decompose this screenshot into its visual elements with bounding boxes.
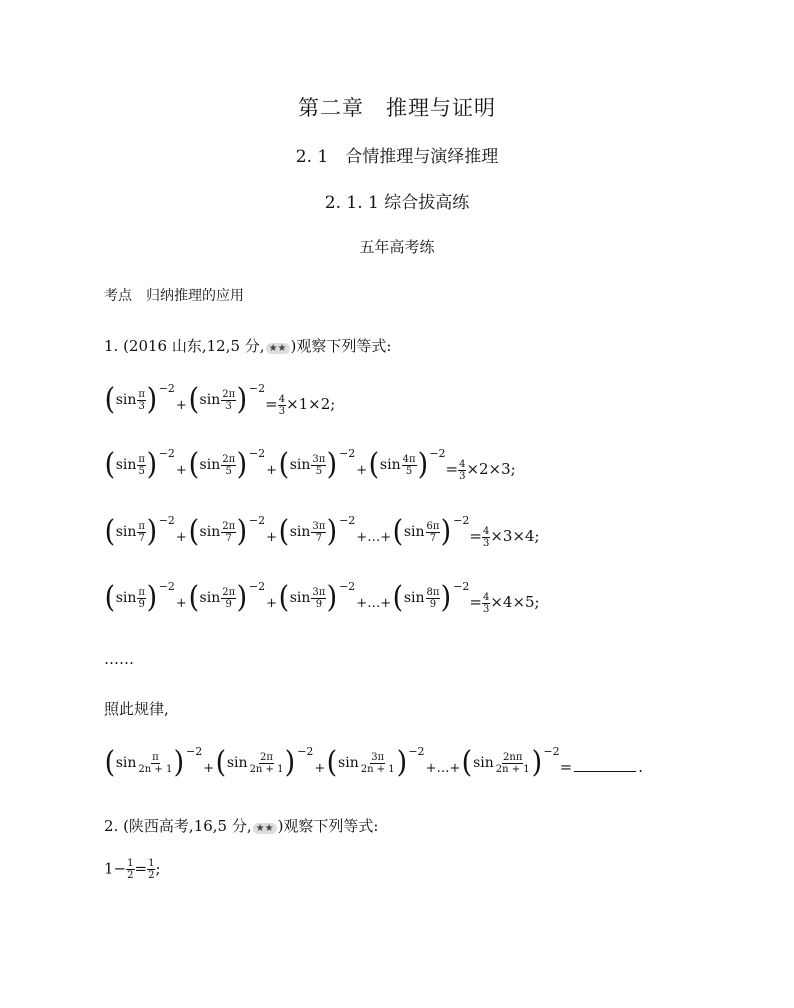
sin-term xyxy=(104,446,175,482)
fraction-denominator: 5 xyxy=(138,465,145,477)
fraction-denominator: 3 xyxy=(138,400,145,412)
equals-sign: = xyxy=(134,859,148,878)
left-paren: ( xyxy=(461,745,473,780)
fraction xyxy=(360,752,396,775)
exponent: −2 xyxy=(158,579,175,593)
sin-label: sin xyxy=(199,457,221,473)
rhs-product: ×2×3; xyxy=(466,460,516,478)
sin-term xyxy=(188,513,266,549)
left-paren: ( xyxy=(392,580,404,615)
fraction xyxy=(137,752,173,775)
fraction xyxy=(311,521,326,544)
right-paren: ) xyxy=(326,580,338,615)
fraction-denominator: 5 xyxy=(405,465,413,477)
left-paren: ( xyxy=(104,514,116,549)
ellipsis-plus: +…+ xyxy=(356,530,392,545)
line-lead: 1− xyxy=(104,859,127,878)
left-paren: ( xyxy=(278,447,290,482)
fraction-numerator: π xyxy=(138,388,145,400)
fraction-denominator: 3 xyxy=(278,405,286,417)
exponent: −2 xyxy=(248,381,266,395)
pattern-text: 照此规律, xyxy=(104,700,169,718)
fraction-numerator: 2nπ xyxy=(503,751,523,763)
line-tail: ; xyxy=(155,859,161,878)
fraction xyxy=(311,454,326,477)
equals-sign: = xyxy=(265,395,278,413)
fraction-numerator: 2π xyxy=(222,453,236,465)
sin-label: sin xyxy=(403,524,425,540)
fraction-denominator: 5 xyxy=(315,465,323,477)
fraction-denominator: 7 xyxy=(315,532,323,544)
sin-term xyxy=(278,579,356,615)
fraction-numerator: 4 xyxy=(278,393,286,405)
equation-1 xyxy=(104,381,336,417)
right-paren: ) xyxy=(236,382,248,417)
sin-term xyxy=(278,446,356,482)
fraction-numerator: 2π xyxy=(222,586,236,598)
exponent: −2 xyxy=(248,513,266,527)
fraction-numerator: 3π xyxy=(312,520,326,532)
rhs-product: ×1×2; xyxy=(286,395,336,413)
plus-sign: + xyxy=(266,530,278,545)
sin-term xyxy=(278,513,356,549)
plus-sign: + xyxy=(175,596,187,611)
fraction xyxy=(402,454,417,477)
plus-sign: + xyxy=(175,463,187,478)
right-paren: ) xyxy=(396,745,407,780)
fraction xyxy=(137,587,146,610)
fraction-denominator: 9 xyxy=(138,598,145,610)
sin-label: sin xyxy=(289,524,311,540)
fraction xyxy=(221,587,236,610)
right-paren: ) xyxy=(146,514,158,549)
fraction-numerator: π xyxy=(138,520,145,532)
exponent: −2 xyxy=(248,446,266,460)
fraction xyxy=(137,521,146,544)
right-paren: ) xyxy=(326,514,338,549)
fraction-numerator: 3π xyxy=(371,751,385,763)
problem-2-intro xyxy=(104,815,379,836)
exponent: −2 xyxy=(429,446,446,460)
sin-label: sin xyxy=(403,590,425,606)
ellipsis-plus: +…+ xyxy=(356,596,392,611)
sin-term xyxy=(326,744,425,780)
subsection-title: 2. 1. 1 综合拔高练 xyxy=(324,193,470,213)
fraction-denominator: 2n + 1 xyxy=(360,763,395,775)
fraction-numerator: 2π xyxy=(222,520,236,532)
equation-2 xyxy=(104,446,516,482)
sin-label: sin xyxy=(379,457,401,473)
exponent: −2 xyxy=(186,744,203,758)
exponent: −2 xyxy=(543,744,560,758)
sin-label: sin xyxy=(115,457,137,473)
plus-sign: + xyxy=(356,463,368,478)
equals-sign: = xyxy=(469,527,482,545)
fraction-numerator: 4 xyxy=(482,591,490,603)
fraction-numerator: 4π xyxy=(402,453,416,465)
sin-term xyxy=(104,579,175,615)
fraction-denominator: 9 xyxy=(429,598,437,610)
fraction-denominator: 2n + 1 xyxy=(495,763,530,775)
rhs-product: ×4×5; xyxy=(490,593,540,611)
problem-2-source: 2. (陕西高考,16,5 分, xyxy=(104,817,252,835)
equals-sign: = xyxy=(469,593,482,611)
ellipsis-plus: +…+ xyxy=(425,761,461,776)
sin-label: sin xyxy=(289,590,311,606)
sin-label: sin xyxy=(199,392,221,408)
fraction-denominator: 3 xyxy=(225,400,232,412)
right-paren: ) xyxy=(326,447,338,482)
left-paren: ( xyxy=(104,447,116,482)
problem-1-source: 1. (2016 山东,12,5 分, xyxy=(104,337,265,355)
plus-sign: + xyxy=(175,530,187,545)
fraction-numerator: 2π xyxy=(260,751,273,763)
equals-sign: = xyxy=(445,460,459,478)
fraction-numerator: π xyxy=(138,453,145,465)
fraction xyxy=(495,752,531,775)
exponent: −2 xyxy=(408,744,425,758)
left-paren: ( xyxy=(104,382,116,417)
exponent: −2 xyxy=(453,579,470,593)
fraction-denominator: 7 xyxy=(138,532,145,544)
fraction xyxy=(221,454,236,477)
right-paren: ) xyxy=(441,514,452,549)
right-paren: ) xyxy=(146,447,158,482)
rhs-product: ×3×4; xyxy=(490,527,540,545)
left-paren: ( xyxy=(326,745,338,780)
fraction-denominator: 2 xyxy=(127,870,134,881)
fraction xyxy=(249,752,285,775)
exponent: −2 xyxy=(339,579,356,593)
sin-term xyxy=(104,513,175,549)
sin-term xyxy=(392,513,470,549)
plus-sign: + xyxy=(266,596,278,611)
exponent: −2 xyxy=(158,446,175,460)
exponent: −2 xyxy=(297,744,314,758)
rhs-fraction xyxy=(278,394,286,417)
fraction xyxy=(426,521,441,544)
sin-term xyxy=(188,446,266,482)
sin-label: sin xyxy=(115,392,137,408)
fraction xyxy=(311,587,326,610)
sin-label: sin xyxy=(115,590,137,606)
fraction-denominator: 7 xyxy=(225,532,232,544)
sin-label: sin xyxy=(199,524,221,540)
fraction-numerator: 8π xyxy=(426,586,440,598)
sin-label: sin xyxy=(115,755,137,771)
fraction-denominator: 3 xyxy=(482,603,490,615)
exponent: −2 xyxy=(339,513,356,527)
exponent: −2 xyxy=(339,446,356,460)
right-paren: ) xyxy=(146,382,158,417)
left-paren: ( xyxy=(368,447,380,482)
plus-sign: + xyxy=(175,398,187,413)
sin-label: sin xyxy=(338,755,359,771)
plus-sign: + xyxy=(314,761,326,776)
fraction xyxy=(221,521,236,544)
right-paren: ) xyxy=(236,514,248,549)
topic-label: 考点 归纳推理的应用 xyxy=(104,288,244,304)
right-paren: ) xyxy=(236,580,248,615)
equation-general xyxy=(104,744,643,780)
right-paren: ) xyxy=(531,745,542,780)
star-icon: ★★ xyxy=(253,823,277,834)
plus-sign: + xyxy=(203,761,215,776)
fraction xyxy=(126,858,134,881)
sin-term xyxy=(104,744,203,780)
problem-2-instruction: )观察下列等式: xyxy=(277,817,379,835)
practice-subtitle: 五年高考练 xyxy=(359,238,435,256)
fraction-numerator: 1 xyxy=(127,858,134,869)
sin-term xyxy=(188,381,266,417)
sin-term xyxy=(368,446,446,482)
exponent: −2 xyxy=(158,513,175,527)
chapter-title: 第二章 推理与证明 xyxy=(298,96,496,120)
left-paren: ( xyxy=(392,514,404,549)
left-paren: ( xyxy=(188,447,199,482)
fraction xyxy=(426,587,441,610)
fraction-denominator: 3 xyxy=(482,537,490,549)
fraction-denominator: 3 xyxy=(459,470,466,482)
left-paren: ( xyxy=(188,514,199,549)
equals-sign: = xyxy=(559,758,573,776)
star-icon: ★★ xyxy=(266,343,290,354)
sin-term xyxy=(215,744,314,780)
fraction-numerator: 1 xyxy=(148,858,155,869)
sin-label: sin xyxy=(115,524,137,540)
left-paren: ( xyxy=(104,745,116,780)
sin-term xyxy=(392,579,470,615)
right-paren: ) xyxy=(173,745,185,780)
problem-1-instruction: )观察下列等式: xyxy=(290,337,392,355)
fraction-denominator: 2n + 1 xyxy=(249,763,284,775)
fraction xyxy=(221,389,236,412)
fraction-denominator: 2 xyxy=(148,870,155,881)
problem-2-line-1 xyxy=(104,858,161,881)
left-paren: ( xyxy=(104,580,116,615)
fraction xyxy=(137,454,146,477)
plus-sign: + xyxy=(266,463,278,478)
equation-3 xyxy=(104,513,540,549)
fraction-numerator: 3π xyxy=(312,453,326,465)
fraction-denominator: 9 xyxy=(225,598,232,610)
fraction-numerator: π xyxy=(152,751,159,763)
exponent: −2 xyxy=(158,381,175,395)
fraction-numerator: 4 xyxy=(482,525,490,537)
fraction-numerator: 4 xyxy=(459,458,466,470)
right-paren: ) xyxy=(236,447,248,482)
left-paren: ( xyxy=(215,745,227,780)
sin-term xyxy=(188,579,266,615)
sin-label: sin xyxy=(473,755,494,771)
left-paren: ( xyxy=(278,580,290,615)
sin-term xyxy=(104,381,175,417)
right-paren: ) xyxy=(441,580,452,615)
section-title: 2. 1 合情推理与演绎推理 xyxy=(295,147,499,167)
ellipsis-line: …… xyxy=(104,650,134,668)
left-paren: ( xyxy=(188,580,199,615)
fraction-denominator: 2n + 1 xyxy=(138,763,173,775)
exponent: −2 xyxy=(453,513,470,527)
right-paren: ) xyxy=(417,447,428,482)
answer-blank[interactable] xyxy=(574,759,636,772)
left-paren: ( xyxy=(278,514,290,549)
left-paren: ( xyxy=(188,382,199,417)
right-paren: ) xyxy=(285,745,296,780)
fraction xyxy=(137,389,146,412)
sin-label: sin xyxy=(289,457,311,473)
fraction-denominator: 7 xyxy=(429,532,437,544)
fraction-numerator: 3π xyxy=(312,586,326,598)
equation-4 xyxy=(104,579,540,615)
fraction-denominator: 5 xyxy=(225,465,232,477)
sin-label: sin xyxy=(199,590,221,606)
exponent: −2 xyxy=(248,579,266,593)
sin-term xyxy=(461,744,560,780)
period: . xyxy=(638,758,643,776)
right-paren: ) xyxy=(146,580,158,615)
sin-label: sin xyxy=(226,755,248,771)
fraction-denominator: 9 xyxy=(315,598,323,610)
fraction-numerator: 2π xyxy=(222,388,236,400)
problem-1-intro xyxy=(104,335,391,356)
fraction-numerator: 6π xyxy=(426,520,440,532)
fraction-numerator: π xyxy=(138,586,145,598)
